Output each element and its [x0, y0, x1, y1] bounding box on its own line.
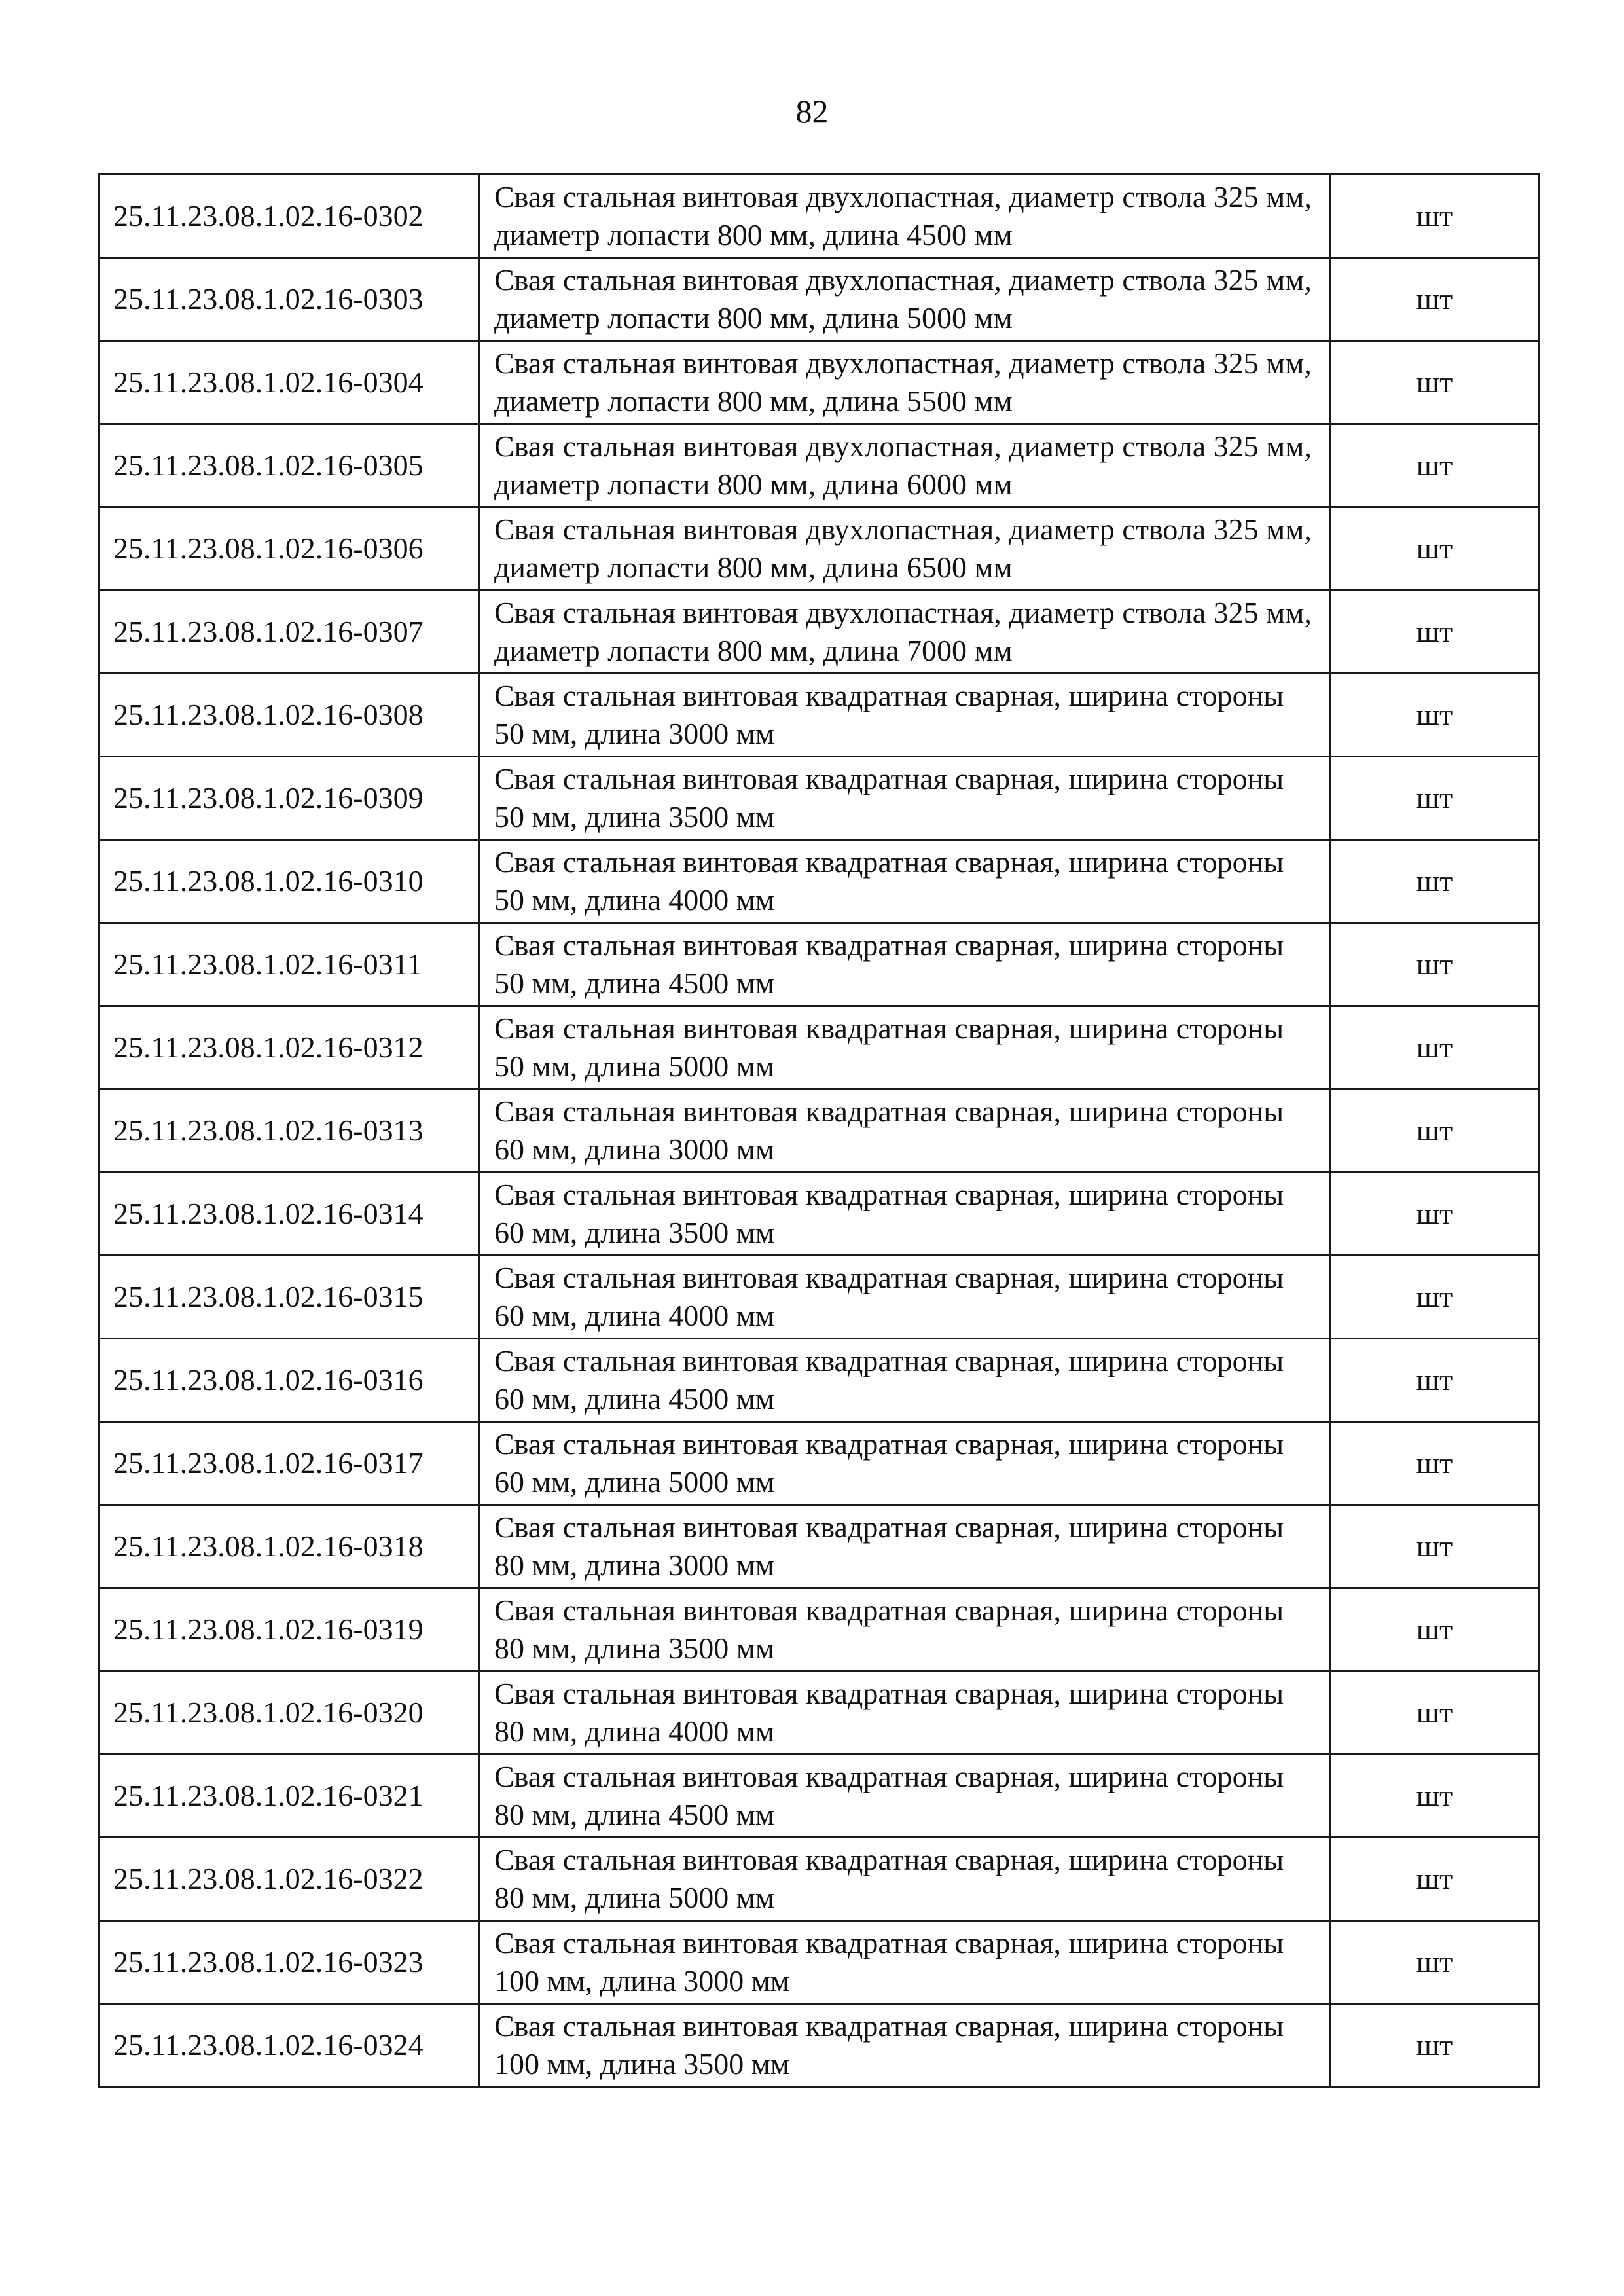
- table-row: [99, 1173, 1540, 1256]
- resource-code-cell: 25.11.23.08.1.02.16-0304: [99, 341, 479, 424]
- resource-code-cell: 25.11.23.08.1.02.16-0314: [99, 1173, 479, 1256]
- resource-code-cell: 25.11.23.08.1.02.16-0315: [99, 1256, 479, 1339]
- table-row: [99, 258, 1540, 341]
- unit-cell: шт: [1330, 591, 1540, 674]
- unit-cell: шт: [1330, 1089, 1540, 1173]
- unit-cell: шт: [1330, 1921, 1540, 2004]
- resource-code-cell: 25.11.23.08.1.02.16-0305: [99, 424, 479, 507]
- unit-cell: шт: [1330, 1256, 1540, 1339]
- table-row: [99, 591, 1540, 674]
- table-row: [99, 341, 1540, 424]
- resource-code-cell: 25.11.23.08.1.02.16-0303: [99, 258, 479, 341]
- unit-cell: шт: [1330, 175, 1540, 258]
- resource-name-cell: Свая стальная винтовая двухлопастная, диаметр ствола 325 мм, диаметр лопасти 800 мм, длина 5500 мм: [479, 341, 1330, 424]
- resource-name-cell: Свая стальная винтовая двухлопастная, диаметр ствола 325 мм, диаметр лопасти 800 мм, длина 6000 мм: [479, 424, 1330, 507]
- resource-name-cell: Свая стальная винтовая квадратная сварная, ширина стороны 50 мм, длина 3000 мм: [479, 674, 1330, 757]
- table-body: [99, 175, 1540, 2087]
- table-row: [99, 1671, 1540, 1755]
- resource-name-cell: Свая стальная винтовая квадратная сварная, ширина стороны 80 мм, длина 3500 мм: [479, 1588, 1330, 1671]
- resource-name-cell: Свая стальная винтовая двухлопастная, диаметр ствола 325 мм, диаметр лопасти 800 мм, длина 6500 мм: [479, 507, 1330, 591]
- resource-code-cell: 25.11.23.08.1.02.16-0302: [99, 175, 479, 258]
- resource-code-cell: 25.11.23.08.1.02.16-0320: [99, 1671, 479, 1755]
- table-row: [99, 1588, 1540, 1671]
- resource-name-cell: Свая стальная винтовая квадратная сварная, ширина стороны 80 мм, длина 3000 мм: [479, 1505, 1330, 1588]
- unit-cell: шт: [1330, 1505, 1540, 1588]
- unit-cell: шт: [1330, 1671, 1540, 1755]
- resource-name-cell: Свая стальная винтовая квадратная сварная, ширина стороны 100 мм, длина 3500 мм: [479, 2004, 1330, 2087]
- table-row: [99, 1422, 1540, 1505]
- unit-cell: шт: [1330, 1339, 1540, 1422]
- resource-code-cell: 25.11.23.08.1.02.16-0306: [99, 507, 479, 591]
- resource-name-cell: Свая стальная винтовая квадратная сварная, ширина стороны 80 мм, длина 4500 мм: [479, 1755, 1330, 1838]
- resource-code-cell: 25.11.23.08.1.02.16-0309: [99, 757, 479, 840]
- resource-name-cell: Свая стальная винтовая двухлопастная, диаметр ствола 325 мм, диаметр лопасти 800 мм, длина 4500 мм: [479, 175, 1330, 258]
- resource-name-cell: Свая стальная винтовая квадратная сварная, ширина стороны 50 мм, длина 4000 мм: [479, 840, 1330, 923]
- resource-name-cell: Свая стальная винтовая двухлопастная, диаметр ствола 325 мм, диаметр лопасти 800 мм, длина 7000 мм: [479, 591, 1330, 674]
- table-row: [99, 1339, 1540, 1422]
- unit-cell: шт: [1330, 923, 1540, 1006]
- resource-code-cell: 25.11.23.08.1.02.16-0317: [99, 1422, 479, 1505]
- resource-code-cell: 25.11.23.08.1.02.16-0311: [99, 923, 479, 1006]
- table-row: [99, 1505, 1540, 1588]
- table-row: [99, 923, 1540, 1006]
- table-row: [99, 1838, 1540, 1921]
- resource-name-cell: Свая стальная винтовая двухлопастная, диаметр ствола 325 мм, диаметр лопасти 800 мм, длина 5000 мм: [479, 258, 1330, 341]
- table-row: [99, 1755, 1540, 1838]
- table-row: [99, 757, 1540, 840]
- resource-code-cell: 25.11.23.08.1.02.16-0323: [99, 1921, 479, 2004]
- unit-cell: шт: [1330, 1755, 1540, 1838]
- resource-name-cell: Свая стальная винтовая квадратная сварная, ширина стороны 50 мм, длина 4500 мм: [479, 923, 1330, 1006]
- resource-name-cell: Свая стальная винтовая квадратная сварная, ширина стороны 60 мм, длина 4500 мм: [479, 1339, 1330, 1422]
- table-row: [99, 840, 1540, 923]
- unit-cell: шт: [1330, 1173, 1540, 1256]
- unit-cell: шт: [1330, 507, 1540, 591]
- resource-code-cell: 25.11.23.08.1.02.16-0321: [99, 1755, 479, 1838]
- resource-name-cell: Свая стальная винтовая квадратная сварная, ширина стороны 100 мм, длина 3000 мм: [479, 1921, 1330, 2004]
- resource-name-cell: Свая стальная винтовая квадратная сварная, ширина стороны 60 мм, длина 3500 мм: [479, 1173, 1330, 1256]
- table-row: [99, 507, 1540, 591]
- table-row: [99, 2004, 1540, 2087]
- resource-code-cell: 25.11.23.08.1.02.16-0319: [99, 1588, 479, 1671]
- unit-cell: шт: [1330, 1422, 1540, 1505]
- table-row: [99, 175, 1540, 258]
- resource-name-cell: Свая стальная винтовая квадратная сварная, ширина стороны 80 мм, длина 4000 мм: [479, 1671, 1330, 1755]
- table-row: [99, 674, 1540, 757]
- unit-cell: шт: [1330, 341, 1540, 424]
- resource-name-cell: Свая стальная винтовая квадратная сварная, ширина стороны 50 мм, длина 3500 мм: [479, 757, 1330, 840]
- table-row: [99, 1006, 1540, 1089]
- resource-code-cell: 25.11.23.08.1.02.16-0312: [99, 1006, 479, 1089]
- unit-cell: шт: [1330, 840, 1540, 923]
- unit-cell: шт: [1330, 2004, 1540, 2087]
- unit-cell: шт: [1330, 1006, 1540, 1089]
- resource-code-cell: 25.11.23.08.1.02.16-0310: [99, 840, 479, 923]
- resource-name-cell: Свая стальная винтовая квадратная сварная, ширина стороны 60 мм, длина 4000 мм: [479, 1256, 1330, 1339]
- unit-cell: шт: [1330, 258, 1540, 341]
- resource-name-cell: Свая стальная винтовая квадратная сварная, ширина стороны 60 мм, длина 5000 мм: [479, 1422, 1330, 1505]
- table-row: [99, 1256, 1540, 1339]
- resource-code-cell: 25.11.23.08.1.02.16-0322: [99, 1838, 479, 1921]
- resource-name-cell: Свая стальная винтовая квадратная сварная, ширина стороны 80 мм, длина 5000 мм: [479, 1838, 1330, 1921]
- resource-code-cell: 25.11.23.08.1.02.16-0318: [99, 1505, 479, 1588]
- table-row: [99, 1089, 1540, 1173]
- unit-cell: шт: [1330, 1588, 1540, 1671]
- page-number: 82: [795, 93, 829, 130]
- resource-code-cell: 25.11.23.08.1.02.16-0324: [99, 2004, 479, 2087]
- resource-code-cell: 25.11.23.08.1.02.16-0307: [99, 591, 479, 674]
- unit-cell: шт: [1330, 1838, 1540, 1921]
- unit-cell: шт: [1330, 757, 1540, 840]
- resource-table: [98, 173, 1540, 2088]
- resource-code-cell: 25.11.23.08.1.02.16-0308: [99, 674, 479, 757]
- resource-name-cell: Свая стальная винтовая квадратная сварная, ширина стороны 50 мм, длина 5000 мм: [479, 1006, 1330, 1089]
- resource-code-cell: 25.11.23.08.1.02.16-0316: [99, 1339, 479, 1422]
- resource-code-cell: 25.11.23.08.1.02.16-0313: [99, 1089, 479, 1173]
- table-row: [99, 1921, 1540, 2004]
- resource-name-cell: Свая стальная винтовая квадратная сварная, ширина стороны 60 мм, длина 3000 мм: [479, 1089, 1330, 1173]
- table-row: [99, 424, 1540, 507]
- unit-cell: шт: [1330, 424, 1540, 507]
- unit-cell: шт: [1330, 674, 1540, 757]
